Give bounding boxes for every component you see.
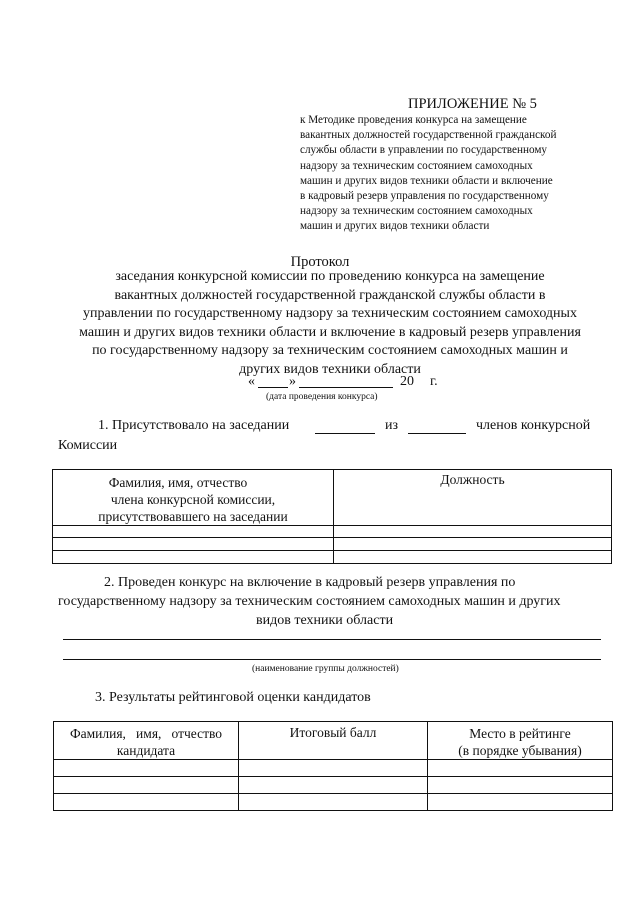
table-row bbox=[53, 538, 612, 551]
table-cell[interactable] bbox=[53, 551, 334, 564]
header-total-score: Итоговый балл bbox=[239, 722, 428, 760]
table-cell[interactable] bbox=[53, 526, 334, 538]
header-line: члена конкурсной комиссии, bbox=[110, 492, 276, 507]
appendix-note-line: службы области в управлении по государственному bbox=[300, 144, 548, 157]
header-line: присутствовавшего на заседании bbox=[98, 509, 288, 524]
present-count-blank bbox=[315, 433, 375, 434]
table-cell[interactable] bbox=[334, 551, 612, 564]
table-cell[interactable] bbox=[53, 538, 334, 551]
appendix-title: ПРИЛОЖЕНИЕ № 5 bbox=[408, 96, 537, 112]
table-cell[interactable] bbox=[334, 538, 612, 551]
table-row bbox=[54, 760, 613, 777]
table-cell[interactable] bbox=[428, 760, 613, 777]
table-header-row bbox=[54, 722, 613, 760]
table-cell[interactable] bbox=[428, 794, 613, 811]
appendix-note-line: надзору за техническим состоянием самоходных bbox=[300, 205, 533, 218]
position-group-blank bbox=[63, 659, 601, 660]
section3-title: 3. Результаты рейтинговой оценки кандидатов bbox=[95, 690, 371, 705]
table-cell[interactable] bbox=[54, 794, 239, 811]
rating-table bbox=[53, 721, 613, 811]
table-cell[interactable] bbox=[239, 777, 428, 794]
appendix-note-line: машин и других видов техники области bbox=[300, 220, 490, 233]
position-group-caption: (наименование группы должностей) bbox=[252, 664, 399, 674]
header-position: Должность bbox=[334, 470, 612, 526]
protocol-body-line: по государственному надзору за техническим состоянием самоходных машин и bbox=[92, 343, 568, 358]
date-month-blank bbox=[299, 387, 393, 388]
protocol-body-line: управлении по государственному надзору за техническим состоянием самоходных bbox=[83, 306, 577, 321]
commission-table bbox=[52, 469, 612, 564]
date-open-quote: « bbox=[248, 374, 255, 389]
header-line: (в порядке убывания) bbox=[458, 743, 582, 758]
header-rank bbox=[428, 722, 613, 760]
table-row bbox=[53, 526, 612, 538]
date-day-blank bbox=[258, 387, 288, 388]
header-line: кандидата bbox=[116, 743, 176, 758]
appendix-note-line: в кадровый резерв управления по государственному bbox=[300, 190, 549, 203]
appendix-note-line: вакантных должностей государственной гражданской bbox=[300, 129, 557, 142]
appendix-note-line: машин и других видов техники области и включение bbox=[300, 174, 553, 187]
table-cell[interactable] bbox=[54, 760, 239, 777]
section2-line: 2. Проведен конкурс на включение в кадровый резерв управления по bbox=[104, 575, 516, 590]
table-cell[interactable] bbox=[54, 777, 239, 794]
header-line: Фамилия, имя, отчество bbox=[108, 475, 248, 490]
date-year-suffix: г. bbox=[430, 374, 438, 389]
section1-text-mid: из bbox=[385, 418, 399, 433]
section1-text-line2: Комиссии bbox=[58, 438, 118, 453]
appendix-note-line: к Методике проведения конкурса на замещение bbox=[300, 114, 527, 126]
section1-text-end: членов конкурсной bbox=[476, 418, 591, 433]
date-close-quote: » bbox=[289, 374, 296, 389]
header-candidate-name bbox=[54, 722, 239, 760]
table-cell[interactable] bbox=[428, 777, 613, 794]
header-line: Место в рейтинге bbox=[469, 726, 571, 741]
position-group-blank bbox=[63, 639, 601, 640]
appendix-note bbox=[300, 113, 610, 235]
table-header-row bbox=[53, 470, 612, 526]
appendix-note-line: надзору за техническим состоянием самоходных bbox=[300, 159, 533, 172]
header-line: Фамилия, имя, отчество bbox=[69, 726, 223, 741]
table-row bbox=[54, 794, 613, 811]
table-row bbox=[53, 551, 612, 564]
protocol-body-line: других видов техники области bbox=[239, 361, 421, 377]
total-count-blank bbox=[408, 433, 466, 434]
table-cell[interactable] bbox=[334, 526, 612, 538]
protocol-body-line: машин и других видов техники области и включение в кадровый резерв управления bbox=[79, 324, 581, 340]
table-cell[interactable] bbox=[239, 760, 428, 777]
date-caption: (дата проведения конкурса) bbox=[266, 392, 378, 402]
protocol-body-line: заседания конкурсной комиссии по проведению конкурса на замещение bbox=[115, 269, 545, 284]
section2-line: видов техники области bbox=[256, 613, 394, 628]
protocol-title: Протокол bbox=[290, 254, 350, 270]
section2-line: государственному надзору за техническим состоянием самоходных машин и других bbox=[58, 594, 561, 609]
protocol-body-line: вакантных должностей государственной гражданской службы области в bbox=[114, 287, 546, 303]
date-year: 20 bbox=[400, 374, 414, 389]
header-member-name bbox=[53, 470, 334, 526]
table-cell[interactable] bbox=[239, 794, 428, 811]
protocol-body bbox=[20, 268, 640, 379]
table-row bbox=[54, 777, 613, 794]
section1-text-start: 1. Присутствовало на заседании bbox=[98, 418, 290, 433]
